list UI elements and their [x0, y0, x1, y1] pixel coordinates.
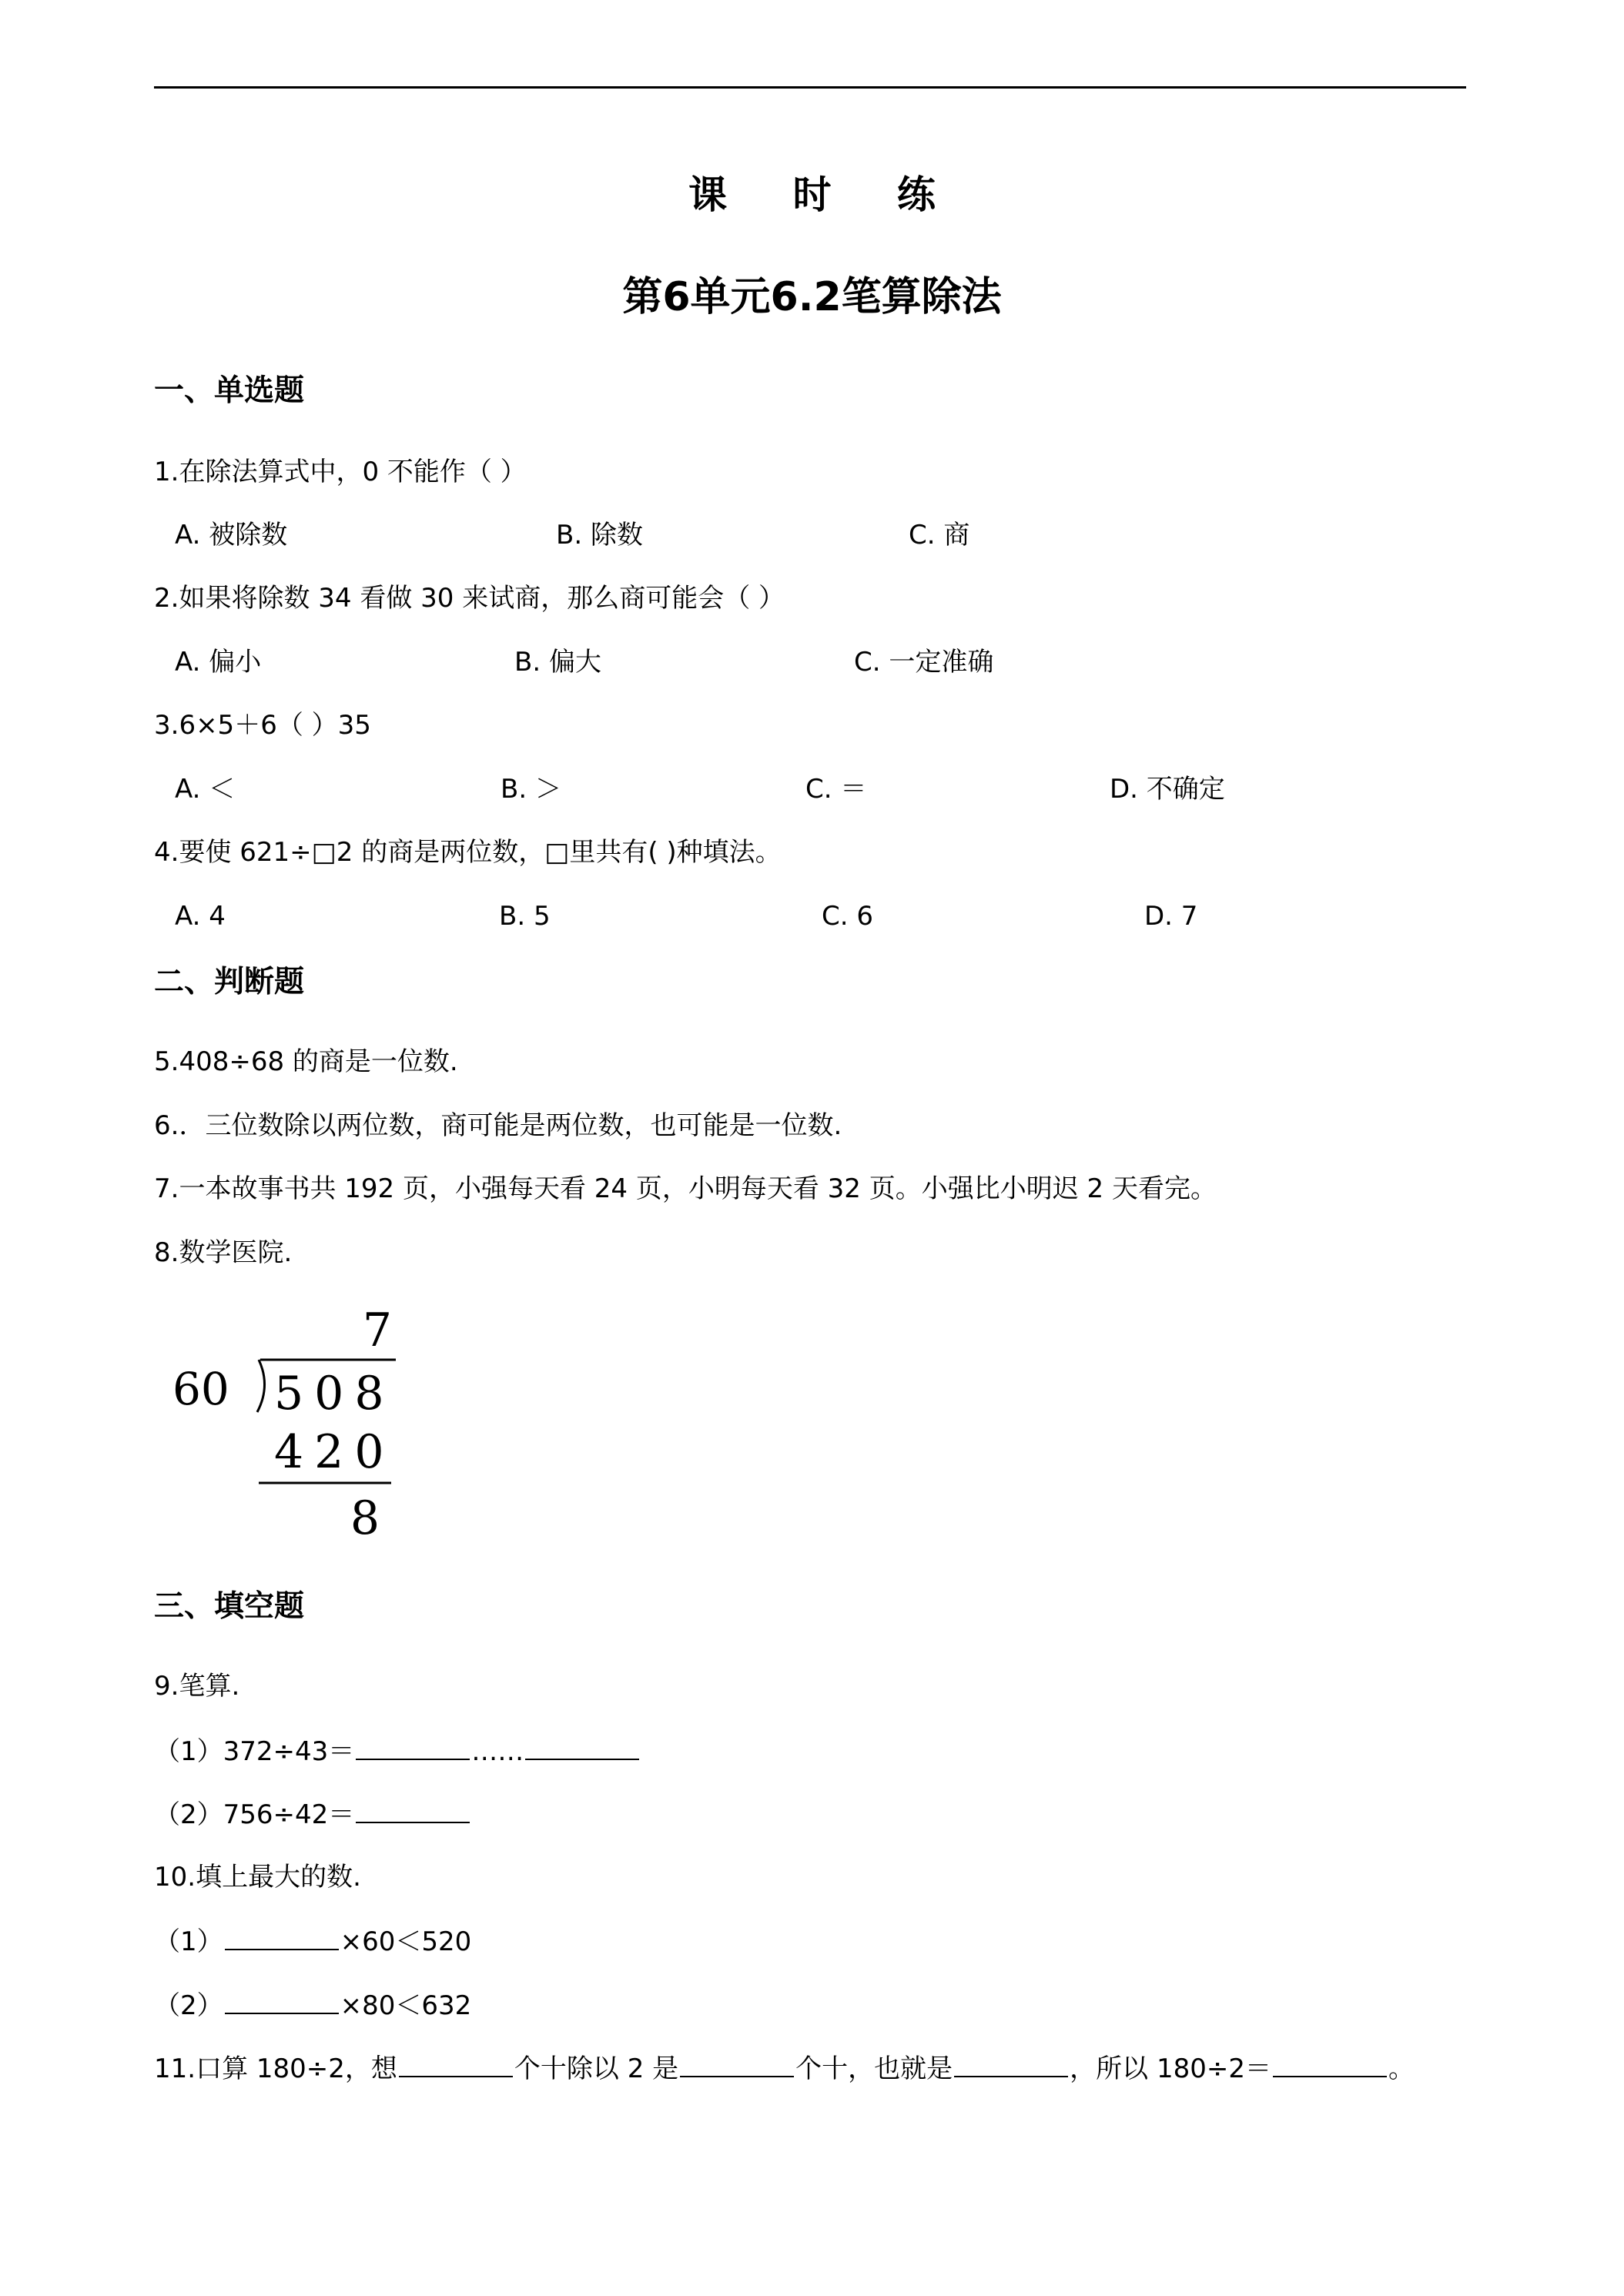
- question-9-text: 9.笔算.: [154, 1671, 240, 1702]
- division-product: 420: [274, 1425, 395, 1479]
- division-remainder: 8: [350, 1491, 380, 1545]
- question-3-option-b: B. ＞: [501, 774, 561, 805]
- page-subtitle: 第6单元6.2笔算除法: [622, 274, 1002, 320]
- question-11-seg-b: 个十除以 2 是: [514, 2053, 679, 2084]
- answer-blank[interactable]: [954, 2054, 1068, 2077]
- long-division-figure: [172, 1309, 419, 1555]
- question-10-part-2: [154, 1991, 471, 2019]
- question-11-seg-c: 个十，也就是: [795, 2053, 953, 2084]
- question-1-text: 1.在除法算式中，0 不能作（ ）: [154, 457, 527, 487]
- section-heading-fill-blank: 三、填空题: [154, 1589, 305, 1624]
- section-heading-single-choice: 一、单选题: [154, 373, 305, 408]
- question-2-option-b: B. 偏大: [514, 647, 601, 678]
- question-11-seg-d: ，所以 180÷2＝: [1070, 2053, 1271, 2084]
- answer-blank[interactable]: [225, 1927, 339, 1950]
- question-1-option-b: B. 除数: [556, 520, 643, 551]
- answer-blank[interactable]: [225, 1991, 339, 2014]
- question-9-part-1: [154, 1737, 641, 1765]
- question-11-seg-a: 11.口算 180÷2，想: [154, 2053, 397, 2084]
- question-5-text: 5.408÷68 的商是一位数.: [154, 1046, 458, 1077]
- question-10-part-1-label: （1）: [154, 1926, 223, 1957]
- division-dividend: 508: [274, 1367, 395, 1421]
- answer-blank[interactable]: [356, 1737, 470, 1760]
- answer-blank[interactable]: [680, 2054, 794, 2077]
- answer-blank[interactable]: [356, 1800, 470, 1823]
- question-4-option-b: B. 5: [499, 901, 551, 932]
- question-6-text: 6.．三位数除以两位数，商可能是两位数，也可能是一位数.: [154, 1110, 842, 1141]
- page-title: 课 时 练: [688, 172, 962, 217]
- answer-blank[interactable]: [399, 2054, 513, 2077]
- question-9-part-1-label: （1）372÷43＝: [154, 1736, 355, 1767]
- question-2-text: 2.如果将除数 34 看做 30 来试商，那么商可能会（ ）: [154, 583, 785, 614]
- question-2-option-c: C. 一定准确: [854, 647, 994, 678]
- question-4-option-d: D. 7: [1144, 901, 1198, 932]
- question-11-text: [154, 2054, 1415, 2082]
- question-2-option-a: A. 偏小: [175, 647, 262, 678]
- question-9-part-1-separator: ……: [471, 1736, 524, 1767]
- question-9-part-2-label: （2）756÷42＝: [154, 1799, 355, 1830]
- question-10-text: 10.填上最大的数.: [154, 1862, 361, 1893]
- question-3-option-c: C. ＝: [805, 774, 867, 805]
- question-1-option-a: A. 被除数: [175, 520, 288, 551]
- question-4-text: 4.要使 621÷□2 的商是两位数，□里共有( )种填法。: [154, 837, 782, 868]
- section-heading-true-false: 二、判断题: [154, 965, 305, 999]
- question-10-part-2-label: （2）: [154, 1990, 223, 2021]
- question-9-part-2: [154, 1800, 471, 1828]
- division-divisor: 60: [172, 1363, 229, 1415]
- question-10-part-1-tail: ×60＜520: [340, 1926, 472, 1957]
- question-3-option-d: D. 不确定: [1110, 774, 1225, 805]
- question-1-option-c: C. 商: [909, 520, 970, 551]
- question-11-seg-e: 。: [1388, 2053, 1415, 2084]
- question-8-text: 8.数学医院.: [154, 1237, 293, 1268]
- question-7-text: 7.一本故事书共 192 页，小强每天看 24 页，小明每天看 32 页。小强比小明迟 2 天看完。: [154, 1173, 1217, 1204]
- question-3-option-a: A. ＜: [175, 774, 236, 805]
- question-10-part-2-tail: ×80＜632: [340, 1990, 472, 2021]
- question-10-part-1: [154, 1927, 471, 1955]
- header-rule: [154, 86, 1466, 89]
- question-4-option-c: C. 6: [822, 901, 873, 932]
- answer-blank[interactable]: [1273, 2054, 1387, 2077]
- question-4-option-a: A. 4: [175, 901, 226, 932]
- question-3-text: 3.6×5＋6（ ）35: [154, 710, 371, 741]
- division-quotient: 7: [362, 1309, 393, 1357]
- division-bracket: [257, 1360, 265, 1412]
- answer-blank[interactable]: [525, 1737, 639, 1760]
